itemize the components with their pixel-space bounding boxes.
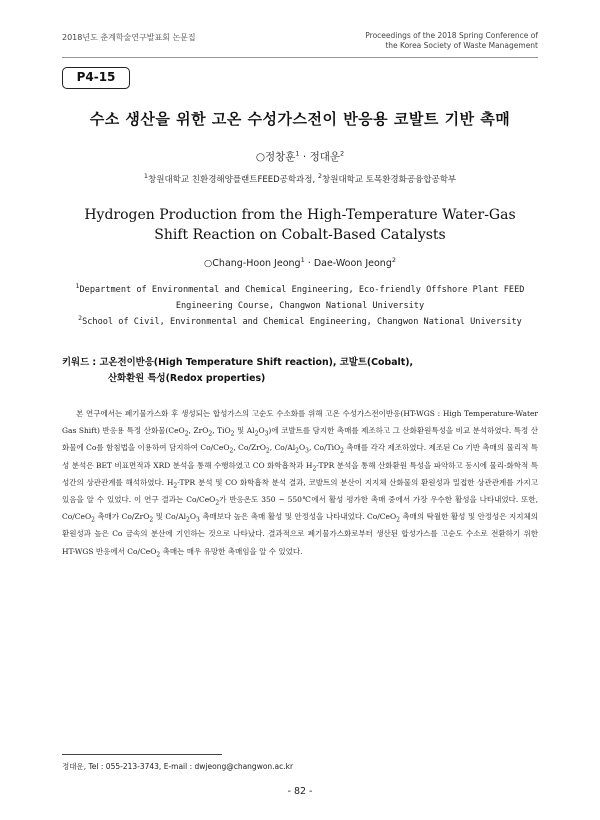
abstract-body: 본 연구에서는 폐기물가스화 후 생성되는 합성가스의 고순도 수소화를 위해 고온 수성가스전이반응(HT-WGS : High Temperature-Water Gas Shift) 반응용 특정 산화물(CeO$_2$, ZrO$_2$, TiO$_2$ 및 $Al_2O_3$)에 코발트를 담지한 촉매를 제조하고 그 산화환원특성을 비교 분석하였다. 특정 산화물에 Co를 함침법을 이용하여 담지하여 Co/CeO$_2$, Co/ZrO$_2$, $Co/Al_2O_3$, Co/TiO$_2$ 촉매를 각각 제조하였다. 제조된 Co 기반 촉매의 물리적 특성 분석은 BET 비표면적과 XRD 분석을 통해 수행하였고 CO 화학흡착과 $H_2$-TPR 분석을 통해 산화환원 특성을 파악하고 동시에 물리-화학적 특성간의 상관관계를 해석하였다. $H_2$-TPR 분석 및 CO 화학흡착 분석 결과, 코발트의 분산이 지지체 산화물의 환원성과 밀접한 상관관계를 가지고 있음을 알 수 있었다. 이 연구 결과는 Co/CeO$_2$가 반응온도 350 ~ 550℃에서 활성 평가한 촉매 중에서 가장 우수한 활성을 나타내었다. 또한, Co/CeO$_2$ 촉매가 Co/ZrO$_2$ 및 $Co/Al_2O_3$ 촉매보다 높은 촉매 활성 및 안정성을 나타내었다. Co/CeO$_2$ 촉매의 탁월한 활성 및 안정성은 지지체의 환원성과 높은 Co 금속의 분산에 기인하는 것으로 나타났다. 결과적으로 폐기물가스화로부터 생산된 합성가스를 고순도 수소로 전환하기 위한 HT-WGS 반응에서 Co/CeO$_2$ 촉매는 매우 유망한 촉매임을 알 수 있었다. [62,409,539,559]
author-separator-en: · [307,258,311,269]
korean-affil-1: 창원대학교 친환경해양플랜트FEED공학과정, [148,175,316,185]
english-affil-1-line1: $^1$Department of Environmental and Chemical Engineering, Eco-friendly Offshore Plant FEED [75,282,525,295]
english-affil-2-sup: 2 [78,314,83,323]
korean-affiliations [0,173,600,185]
english-author-2-sup: 2 [391,255,396,264]
korean-affil-2-sup: 2 [317,172,323,181]
keywords-line2: 산화환원 특성(Redox properties) [108,373,266,384]
running-header-right-line1: Proceedings of the 2018 Spring Conference of [365,31,538,40]
paper-id-badge: P4-15 [62,67,130,89]
korean-authors [0,149,600,164]
running-header-right-line2: the Korea Society of Waste Management [385,41,538,50]
english-title-line1: Hydrogen Production from the High-Temperature Water-Gas [84,207,516,223]
english-title-line2: Shift Reaction on Cobalt-Based Catalysts [154,227,446,243]
keywords-block [62,355,538,387]
english-author-1: Chang-Hoon Jeong [212,258,301,269]
korean-author-1: 정창훈 [264,151,296,163]
korean-title: 수소 생산을 위한 고온 수성가스전이 반응용 코발트 기반 촉매 [89,110,511,128]
english-authors [0,255,600,269]
english-title [40,205,560,245]
korean-affil-2: 창원대학교 토목환경화공융합공학부 [322,175,457,185]
english-affil-2: $^2$School of Civil, Environmental and Chemical Engineering, Changwon National University [78,314,522,327]
korean-author-2-sup: 2 [340,149,345,158]
presenter-mark: ○ [255,151,265,163]
keywords-line1: 키워드 : 고온전이반응(High Temperature Shift reaction), 코발트(Cobalt), [62,355,538,371]
running-header-left: 2018년도 춘계학술연구발표회 논문집 [62,33,196,42]
korean-author-1-sup: 1 [295,149,300,158]
presenter-mark-en: ○ [204,258,213,269]
korean-affil-1-sup: 1 [143,172,149,181]
author-separator: · [302,151,307,163]
english-affiliations [40,282,560,330]
korean-author-2: 정대운 [309,151,341,163]
english-affil-1-line2: Engineering Course, Changwon National University [175,301,425,311]
keywords-label: 키워드 : [62,357,97,368]
footnote-divider [62,754,222,755]
english-author-1-sup: 1 [300,255,305,264]
header-divider [62,57,538,58]
corresponding-author-footnote: 정대운, Tel : 055-213-3743, E-mail : dwjeong@changwon.ac.kr [62,762,294,771]
english-author-2: Dae-Woon Jeong [313,258,392,269]
english-affil-1-sup: 1 [75,282,80,291]
page-number: - 82 - [287,786,313,797]
running-header-right [365,31,538,51]
